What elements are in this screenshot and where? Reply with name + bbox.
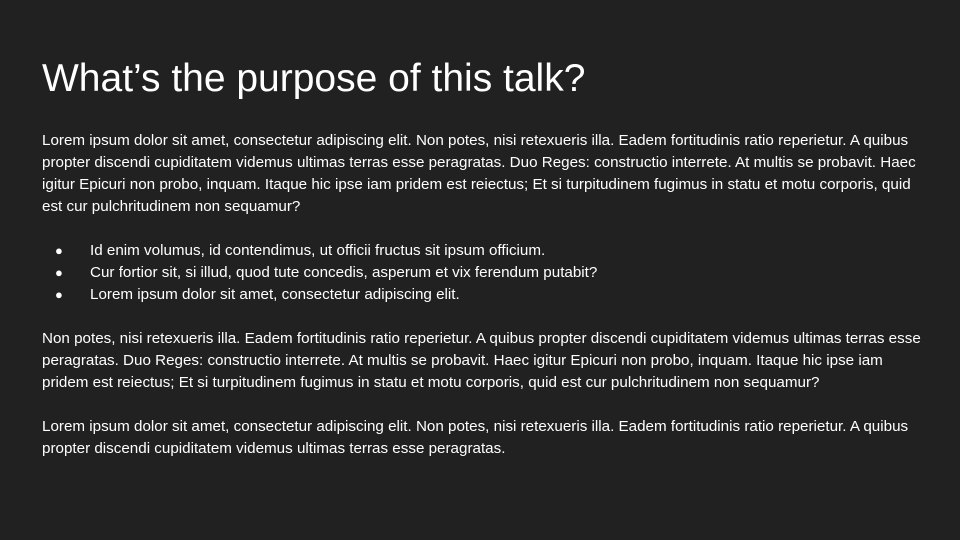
- slide-title: What’s the purpose of this talk?: [42, 57, 586, 100]
- spacer: [42, 394, 922, 416]
- bullet-dot-icon: ●: [55, 243, 63, 258]
- bullet-text: Cur fortior sit, si illud, quod tute concedis, asperum et vix ferendum putabit?: [90, 264, 598, 281]
- bullet-text: Lorem ipsum dolor sit amet, consectetur adipiscing elit.: [90, 286, 460, 303]
- paragraph-1: Lorem ipsum dolor sit amet, consectetur adipiscing elit. Non potes, nisi retexueris illa. Eadem fortitudinis ratio reperietur. A quibus propter discendi cupiditatem videmus ultimas terras esse peragratas. Duo Reges: constructio interrete. At multis se probavit. Haec igitur Epicuri non probo, inquam. Itaque hic ipse iam pridem est reiectus; Et si turpitudinem fugimus in statu et motu corporis, quid est cur pulchritudinem non sequamur?: [42, 132, 916, 215]
- slide-body: [42, 130, 922, 460]
- bullet-item: [42, 284, 922, 306]
- paragraph-2: Non potes, nisi retexueris illa. Eadem fortitudinis ratio reperietur. A quibus propter discendi cupiditatem videmus ultimas terras esse peragratas. Duo Reges: constructio interrete. At multis se probavit. Haec igitur Epicuri non probo, inquam. Itaque hic ipse iam pridem est reiectus; Et si turpitudinem fugimus in statu et motu corporis, quid est cur pulchritudinem non sequamur?: [42, 330, 921, 391]
- bullet-dot-icon: ●: [55, 287, 63, 302]
- spacer: [42, 218, 922, 240]
- spacer: [42, 306, 922, 328]
- bullet-dot-icon: ●: [55, 265, 63, 280]
- bullet-item: [42, 240, 922, 262]
- bullet-list: [42, 240, 922, 306]
- bullet-text: Id enim volumus, id contendimus, ut officii fructus sit ipsum officium.: [90, 242, 546, 259]
- paragraph-3: Lorem ipsum dolor sit amet, consectetur adipiscing elit. Non potes, nisi retexueris illa. Eadem fortitudinis ratio reperietur. A quibus propter discendi cupiditatem videmus ultimas terras esse peragratas.: [42, 418, 909, 457]
- bullet-item: [42, 262, 922, 284]
